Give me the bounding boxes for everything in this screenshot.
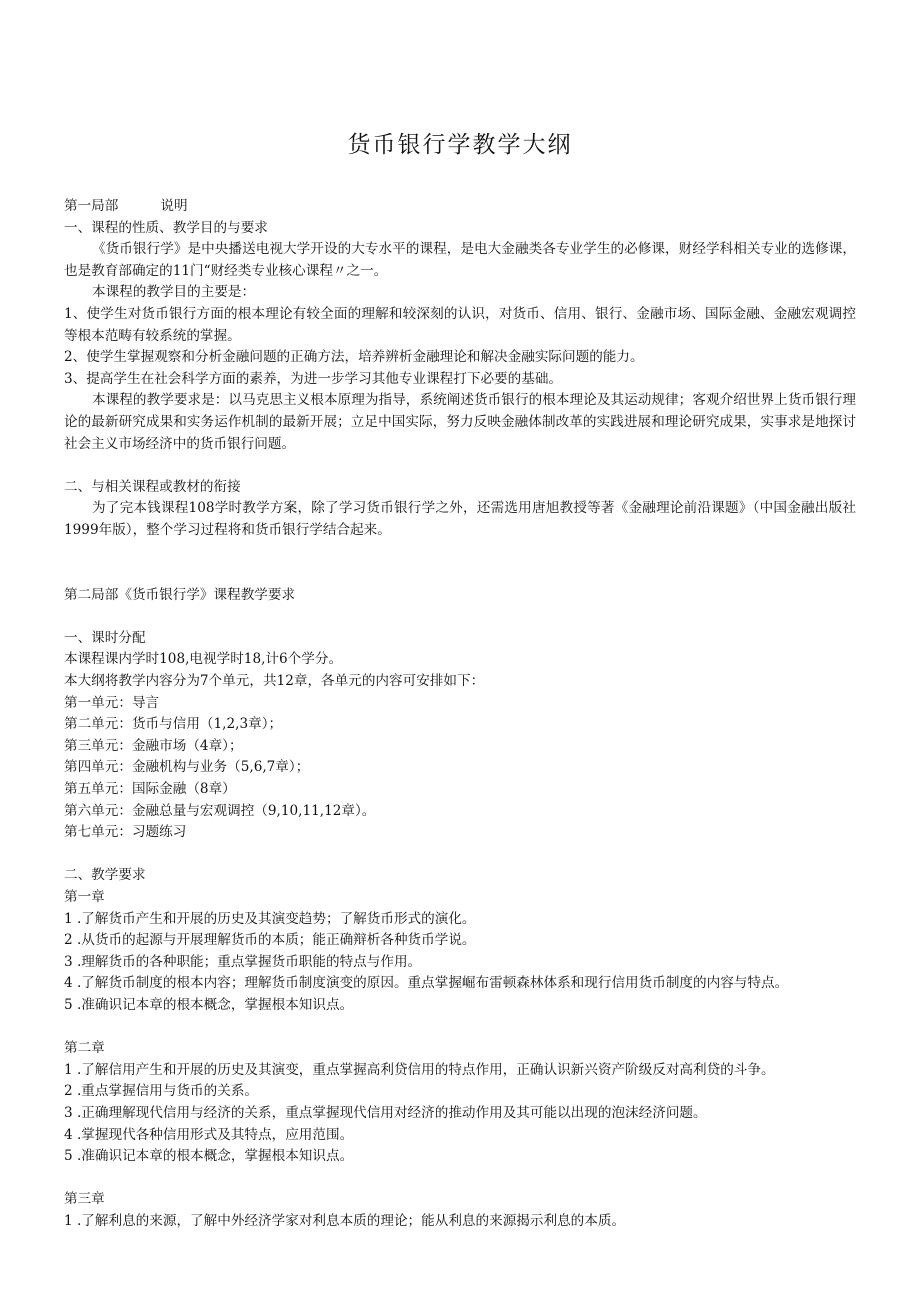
chapter-title: 第三章 — [64, 1191, 105, 1208]
chapter-item: 5 .准确识记本章的根本概念，掌握根本知识点。 — [64, 1148, 354, 1165]
chapter-item: 1 .了解信用产生和开展的历史及其演变，重点掌握高利贷信用的特点作用，正确认识新兴资产阶级反对高利贷的斗争。 — [64, 1061, 775, 1078]
requirements-paragraph: 本课程的教学要求是：以马克思主义根本原理为指导，系统阐述货币银行的根本理论及其运动规律；客观介绍世界上货币银行理论的最新研究成果和实务运作机制的最新开展；立足中国实际，努力反映金融体制改革的实践进展和理论研究成果，实事求是地探讨社会主义市场经济中的货币银行问题。 — [64, 392, 856, 452]
part2-heading: 第二局部《货币银行学》课程教学要求 — [64, 586, 296, 603]
course-intro-paragraph: 《货币银行学》是中央播送电视大学开设的大专水平的课程，是电大金融类各专业学生的必修课，财经学科相关专业的选修课，也是教育部确定的11门“财经类专业核心课程〃之一。 — [64, 241, 856, 279]
unit-item: 第四单元：金融机构与业务（5,6,7章）； — [64, 759, 310, 776]
aims-lead: 本课程的教学目的主要是： — [92, 284, 256, 301]
unit-item: 第二单元：货币与信用（1,2,3章）； — [64, 716, 283, 733]
part2-section1-title: 一、课时分配 — [64, 629, 146, 646]
chapter-item: 4 .掌握现代各种信用形式及其特点，应用范围。 — [64, 1126, 354, 1143]
document-title: 货币银行学教学大纲 — [347, 132, 573, 158]
chapter-item: 1 .了解货币产生和开展的历史及其演变趋势；了解货币形式的演化。 — [64, 910, 476, 927]
aim-item-1: 1、使学生对货币银行方面的根本理论有较全面的理解和较深刻的认识，对货币、信用、银行、金融市场、国际金融、金融宏观调控等根本范畴有较系统的掌握。 — [64, 305, 856, 344]
part1-heading-title: 说明 — [160, 198, 188, 214]
chapter-item: 3 .理解货币的各种职能；重点掌握货币职能的特点与作用。 — [64, 953, 422, 970]
unit-item: 第七单元：习题练习 — [64, 824, 187, 841]
chapter-item: 5 .准确识记本章的根本概念，掌握根本知识点。 — [64, 996, 354, 1013]
unit-item: 第六单元：金融总量与宏观调控（9,10,11,12章）。 — [64, 802, 376, 819]
hours-line: 本课程课内学时108,电视学时18,计6个学分。 — [64, 651, 343, 668]
chapter-title: 第一章 — [64, 889, 105, 905]
course-link-paragraph: 为了完本钱课程108学时教学方案，除了学习货币银行学之外，还需选用唐旭教授等著《金融理论前沿课题》（中国金融出版社1999年版），整个学习过程将和货币银行学结合起来。 — [64, 500, 856, 538]
units-lead: 本大纲将教学内容分为7个单元，共12章，各单元的内容可安排如下： — [64, 673, 485, 690]
chapter-item: 2 .重点掌握信用与货币的关系。 — [64, 1083, 259, 1100]
chapter-item: 1 .了解利息的来源，了解中外经济学家对利息本质的理论；能从利息的来源揭示利息的本质。 — [64, 1212, 626, 1229]
unit-item: 第五单元：国际金融（8章） — [64, 781, 236, 798]
part1-heading — [64, 196, 856, 218]
aim-item-3: 3、提高学生在社会科学方面的素养，为进一步学习其他专业课程打下必要的基础。 — [64, 370, 563, 387]
part1-section1-title: 一、课程的性质、教学目的与要求 — [64, 219, 268, 236]
unit-item: 第一单元：导言 — [64, 694, 160, 711]
part2-section2-title: 二、教学要求 — [64, 867, 146, 884]
unit-item: 第三单元：金融市场（4章）； — [64, 737, 243, 754]
chapter-title: 第二章 — [64, 1040, 105, 1057]
part1-heading-number: 第一局部 — [64, 198, 119, 214]
aim-item-2: 2、使学生掌握观察和分析金融问题的正确方法，培养辨析金融理论和解决金融实际问题的能力。 — [64, 349, 644, 366]
chapter-item: 2 .从货币的起源与开展理解货币的本质；能正确辩析各种货币学说。 — [64, 932, 476, 949]
part1-section2-title: 二、与相关课程或教材的衔接 — [64, 478, 241, 495]
document-body — [64, 196, 856, 1233]
chapter-item: 4 .了解货币制度的根本内容；理解货币制度演变的原因。重点掌握崛布雷顿森林体系和现行信用货币制度的内容与特点。 — [64, 975, 789, 992]
chapter-item: 3 .正确理解现代信用与经济的关系，重点掌握现代信用对经济的推动作用及其可能以出现的泡沫经济问题。 — [64, 1104, 707, 1121]
